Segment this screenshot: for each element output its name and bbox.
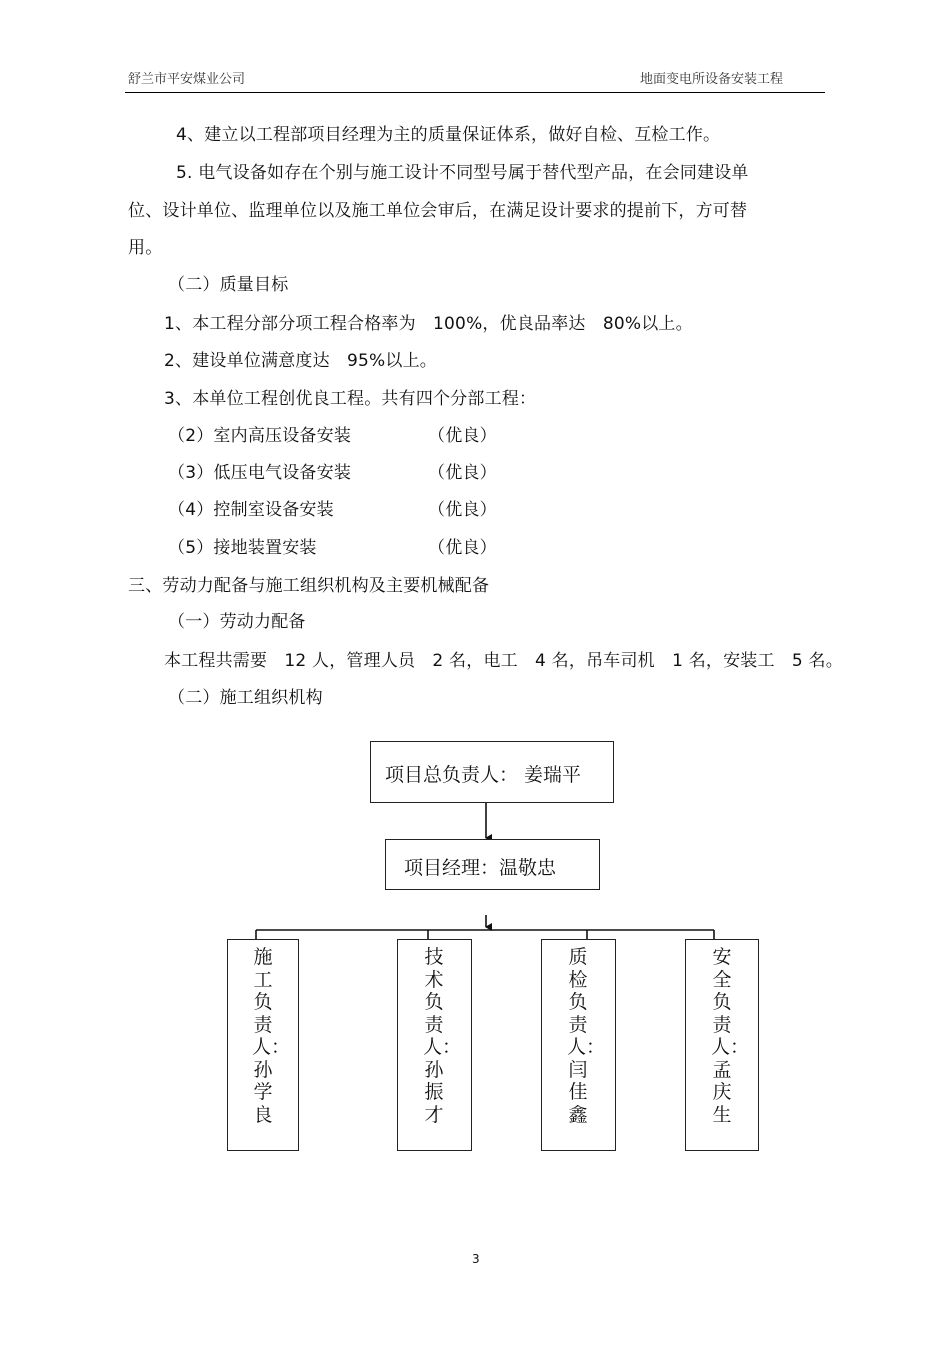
paragraph-line: 5. 电气设备如存在个别与施工设计不同型号属于替代型产品，在会同建设单	[176, 163, 749, 183]
org-box-safety-lead	[685, 939, 759, 1151]
header-company: 舒兰市平安煤业公司	[128, 72, 246, 87]
org-box-construction-lead	[227, 939, 299, 1151]
page-number: 3	[472, 1252, 480, 1266]
list-item-grade: （优良）	[428, 463, 497, 483]
list-item-name: （2）室内高压设备安装	[168, 426, 352, 446]
org-project-manager-label: 项目经理：温敬忠	[404, 857, 557, 879]
section-heading: 三、劳动力配备与施工组织机构及主要机械配备	[128, 576, 490, 596]
paragraph-line: 4、建立以工程部项目经理为主的质量保证体系，做好自检、互检工作。	[176, 125, 721, 145]
paragraph-line: 3、本单位工程创优良工程。共有四个分部工程：	[164, 389, 537, 409]
org-safety-lead-label: 安全负责人：孟庆生	[711, 946, 750, 1126]
list-item-grade: （优良）	[428, 426, 497, 446]
section-heading: （二）施工组织机构	[168, 688, 323, 708]
paragraph-line: 1、本工程分部分项工程合格率为 100%，优良品率达 80%以上。	[164, 314, 693, 334]
paragraph-line: 本工程共需要 12 人，管理人员 2 名，电工 4 名，吊车司机 1 名，安装工 5 名。	[164, 651, 843, 671]
section-heading: （一）劳动力配备	[168, 612, 306, 632]
paragraph-line: 2、建设单位满意度达 95%以上。	[164, 351, 438, 371]
org-construction-lead-label: 施工负责人：孙学良	[252, 946, 291, 1126]
org-box-technical-lead	[397, 939, 472, 1151]
list-item-name: （4）控制室设备安装	[168, 500, 334, 520]
org-box-quality-lead	[541, 939, 616, 1151]
org-project-lead-label: 项目总负责人： 姜瑞平	[385, 764, 582, 786]
list-item-grade: （优良）	[428, 500, 497, 520]
org-technical-lead-label: 技术负责人：孙振才	[423, 946, 462, 1126]
list-item-name: （3）低压电气设备安装	[168, 463, 352, 483]
org-box-project-manager	[385, 839, 600, 890]
org-box-project-lead	[370, 741, 614, 803]
paragraph-line: 用。	[128, 238, 163, 258]
list-item-grade: （优良）	[428, 538, 497, 558]
header-project: 地面变电所设备安装工程	[640, 72, 784, 87]
section-heading: （二）质量目标	[168, 275, 289, 295]
org-quality-lead-label: 质检负责人：闫佳鑫	[567, 946, 606, 1126]
paragraph-line: 位、设计单位、监理单位以及施工单位会审后，在满足设计要求的提前下，方可替	[128, 201, 748, 221]
list-item-name: （5）接地装置安装	[168, 538, 317, 558]
